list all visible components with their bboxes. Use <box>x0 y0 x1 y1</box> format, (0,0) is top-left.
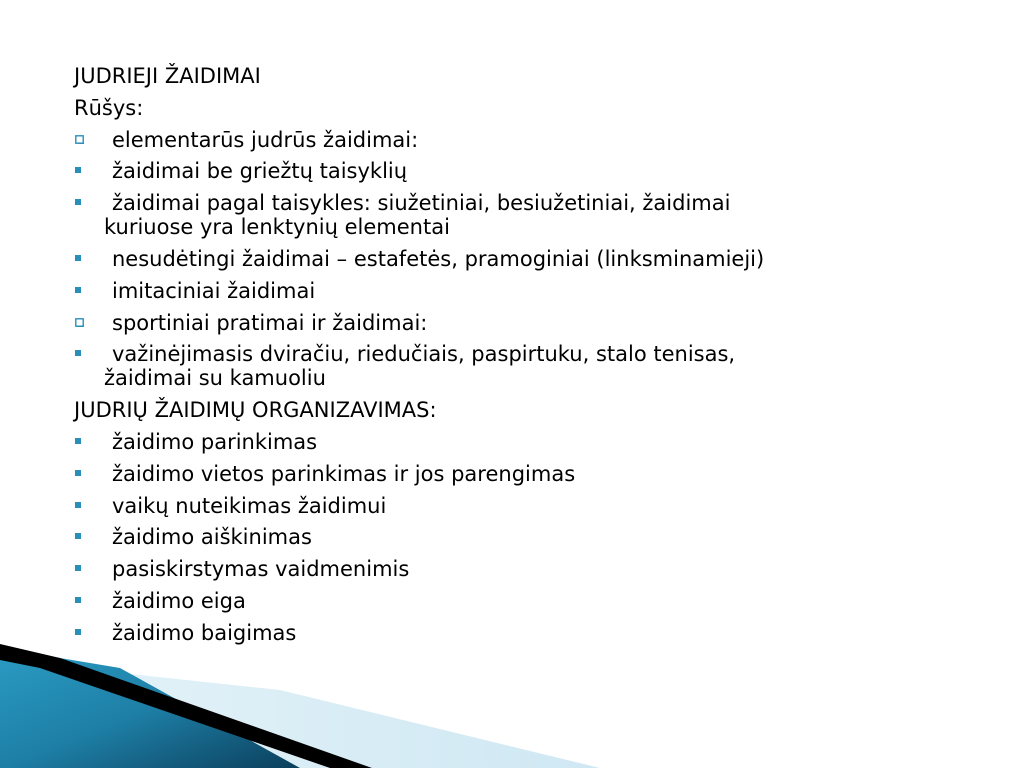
square-bullet-icon <box>75 629 81 635</box>
slide-body <box>74 64 954 653</box>
hollow-square-bullet-icon <box>75 135 84 144</box>
list-item-continuation: kuriuose yra lenktynių elementai <box>104 215 450 240</box>
square-bullet-icon <box>75 255 81 261</box>
square-bullet-icon <box>75 470 81 476</box>
square-bullet-icon <box>75 287 81 293</box>
hollow-square-bullet-icon <box>75 318 84 327</box>
list-item: žaidimo baigimas <box>74 621 954 645</box>
square-bullet-icon <box>75 533 81 539</box>
square-bullet-icon <box>75 350 81 356</box>
list-item: imitaciniai žaidimai <box>74 279 954 303</box>
square-bullet-icon <box>75 502 81 508</box>
heading-organizavimas: JUDRIŲ ŽAIDIMŲ ORGANIZAVIMAS: <box>74 398 437 423</box>
square-bullet-icon <box>75 565 81 571</box>
list-item: žaidimo parinkimas <box>74 430 954 454</box>
square-bullet-icon <box>75 438 81 444</box>
square-bullet-icon <box>75 199 81 205</box>
heading-judrieji-zaidimai: JUDRIEJI ŽAIDIMAI <box>74 64 261 88</box>
list-item: nesudėtingi žaidimai – estafetės, pramoginiai (linksminamieji) <box>74 247 954 271</box>
list-item: žaidimai pagal taisykles: siužetiniai, besiužetiniai, žaidimai kuriuose yra lenktynių elementai <box>74 191 954 239</box>
heading-rusys: Rūšys: <box>74 95 144 120</box>
list-item: žaidimo eiga <box>74 589 954 613</box>
list-item: žaidimo vietos parinkimas ir jos parengimas <box>74 462 954 486</box>
list-item: pasiskirstymas vaidmenimis <box>74 557 954 581</box>
list-item: žaidimai be griežtų taisyklių <box>74 159 954 183</box>
square-bullet-icon <box>75 597 81 603</box>
list-item: važinėjimasis dviračiu, riedučiais, paspirtuku, stalo tenisas, žaidimai su kamuoliu <box>74 342 954 390</box>
list-item-continuation: žaidimai su kamuoliu <box>104 366 326 391</box>
list-item: žaidimo aiškinimas <box>74 525 954 549</box>
list-item: vaikų nuteikimas žaidimui <box>74 494 954 518</box>
list-item: elementarūs judrūs žaidimai: <box>74 128 954 152</box>
list-item: sportiniai pratimai ir žaidimai: <box>74 311 954 335</box>
square-bullet-icon <box>75 167 81 173</box>
